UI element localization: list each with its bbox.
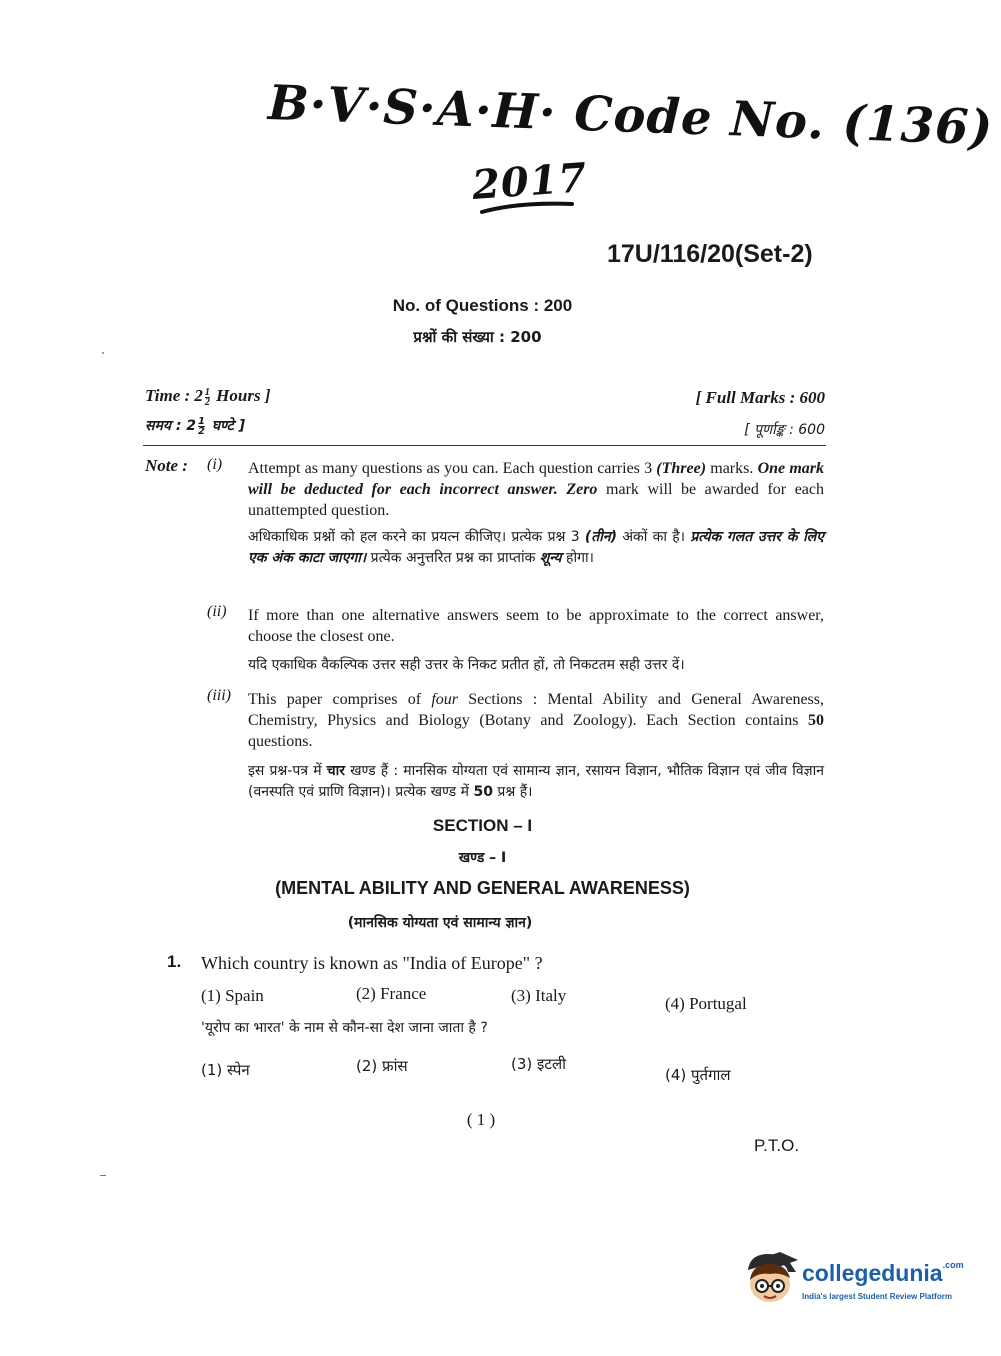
header-divider bbox=[143, 445, 826, 446]
note-iii-en-b: four bbox=[431, 691, 458, 708]
pto: P.T.O. bbox=[754, 1136, 800, 1155]
time-en bbox=[145, 386, 270, 407]
note-iii-en-a: This paper comprises of bbox=[248, 691, 432, 708]
note-iii-en-c: Sections : Mental Ability and General Awareness, Chemistry, Physics and Biology (Botany and Zoology). Each Section contains bbox=[248, 691, 825, 729]
note-i-hi-c: अंकों का है। bbox=[617, 529, 691, 545]
question-number: 1. bbox=[167, 952, 182, 971]
scan-speck bbox=[102, 352, 104, 354]
note-iii-en bbox=[248, 689, 824, 752]
note-i-hi-e: प्रत्येक अनुत्तरित प्रश्न का प्राप्तांक bbox=[366, 550, 540, 566]
num-questions-hi: प्रश्नों की संख्या : 200 bbox=[413, 328, 542, 346]
note-i-en-b: (Three) bbox=[656, 460, 707, 477]
option-en-3: (3) Italy bbox=[511, 986, 567, 1005]
frac-den-hi: 2 bbox=[198, 425, 206, 437]
time-hi-suffix: घण्टे ] bbox=[207, 418, 245, 434]
option-hi-2: (2) फ्रांस bbox=[356, 1057, 408, 1075]
time-fraction-hi bbox=[198, 417, 205, 436]
note-i-en bbox=[248, 458, 824, 521]
collegedunia-watermark bbox=[742, 1250, 972, 1312]
time-en-suffix: Hours ] bbox=[211, 386, 271, 405]
question-text-hi: 'यूरोप का भारत' के नाम से कौन-सा देश जाना जाता है ? bbox=[201, 1020, 488, 1036]
note-i-hi-d: प्रत्येक गलत उत्तर के लिए एक अंक काटा जाएगा। bbox=[248, 529, 824, 566]
brand-name bbox=[802, 1260, 964, 1287]
brand-text: collegedunia bbox=[802, 1260, 943, 1286]
note-i-en-d: One mark will be deducted for each incorrect answer. Zero bbox=[248, 460, 824, 498]
full-marks-hi: [ पूर्णाङ्क : 600 bbox=[744, 422, 825, 438]
note-i-en-a: Attempt as many questions as you can. Each question carries 3 bbox=[248, 460, 657, 477]
time-hi bbox=[145, 416, 245, 436]
section-subtitle-hi: (मानसिक योग्यता एवं सामान्य ज्ञान) bbox=[347, 915, 533, 931]
paper-code: 17U/116/20(Set-2) bbox=[607, 240, 813, 268]
note-i-hi-b: (तीन) bbox=[584, 529, 618, 545]
page-number: ( 1 ) bbox=[466, 1110, 496, 1129]
mascot-icon bbox=[742, 1250, 800, 1310]
time-fraction bbox=[205, 388, 210, 407]
note-i-en-c: marks. bbox=[706, 460, 758, 477]
option-en-2: (2) France bbox=[356, 984, 427, 1003]
frac-num: 1 bbox=[204, 386, 210, 398]
note-iii-hi-c: खण्ड हैं : मानसिक योग्यता एवं सामान्य ज्ञान, रसायन विज्ञान, भौतिक विज्ञान एवं जीव विज्ञान (वनस्पति एवं प्राणि विज्ञान)। प्रत्येक खण्ड में bbox=[248, 763, 825, 800]
option-hi-4: (4) पुर्तगाल bbox=[665, 1066, 731, 1084]
note-iii-hi-d: 50 bbox=[473, 784, 493, 800]
note-ii-num: (ii) bbox=[207, 603, 227, 620]
full-marks-en: [ Full Marks : 600 bbox=[695, 388, 825, 407]
note-iii-hi-b: चार bbox=[326, 763, 345, 779]
section-title-hi: खण्ड – I bbox=[458, 850, 507, 866]
time-en-prefix: Time : 2 bbox=[145, 386, 203, 405]
option-hi-3: (3) इटली bbox=[511, 1055, 566, 1073]
note-iii-hi bbox=[248, 761, 824, 803]
note-i-en-e: mark will be awarded for each unattempted question. bbox=[248, 481, 824, 519]
note-label: Note : bbox=[145, 456, 188, 475]
note-i-hi-g: होगा। bbox=[561, 550, 594, 566]
note-ii-hi: यदि एकाधिक वैकल्पिक उत्तर सही उत्तर के निकट प्रतीत हों, तो निकटतम सही उत्तर दें। bbox=[248, 657, 685, 673]
handwritten-year: 2017 bbox=[470, 154, 589, 209]
brand-dotcom: .com bbox=[942, 1260, 964, 1270]
note-i-num: (i) bbox=[207, 456, 223, 473]
option-en-4: (4) Portugal bbox=[665, 994, 747, 1013]
note-iii-en-e: questions. bbox=[248, 733, 313, 750]
option-en-1: (1) Spain bbox=[201, 986, 264, 1005]
brand-tagline: India's largest Student Review Platform bbox=[802, 1292, 952, 1301]
note-i-hi-a: अधिकाधिक प्रश्नों को हल करने का प्रयत्न कीजिए। प्रत्येक प्रश्न 3 bbox=[248, 529, 585, 545]
note-ii-en: If more than one alternative answers seem to be approximate to the correct answer, choose the closest one. bbox=[248, 607, 824, 645]
frac-num-hi: 1 bbox=[198, 415, 206, 427]
note-iii-hi-e: प्रश्न हैं। bbox=[492, 784, 533, 800]
note-iii-num: (iii) bbox=[207, 687, 231, 704]
time-hi-prefix: समय : 2 bbox=[145, 418, 197, 434]
year-underline bbox=[478, 196, 578, 218]
section-subtitle-en: (MENTAL ABILITY AND GENERAL AWARENESS) bbox=[275, 878, 690, 898]
option-hi-1: (1) स्पेन bbox=[201, 1061, 250, 1079]
note-iii-hi-a: इस प्रश्न-पत्र में bbox=[248, 763, 327, 779]
scan-speck bbox=[100, 1175, 106, 1176]
note-i-hi bbox=[248, 527, 824, 569]
note-iii-en-d: 50 bbox=[808, 712, 824, 729]
frac-den: 2 bbox=[204, 396, 210, 408]
question-text-en: Which country is known as "India of Europe" ? bbox=[201, 953, 543, 973]
section-title-en: SECTION – I bbox=[432, 816, 533, 835]
note-i-hi-f: शून्य bbox=[539, 550, 562, 566]
handwritten-code: B·V·S·A·H· Code No. (136) bbox=[267, 75, 995, 157]
num-questions-en: No. of Questions : 200 bbox=[392, 296, 573, 315]
